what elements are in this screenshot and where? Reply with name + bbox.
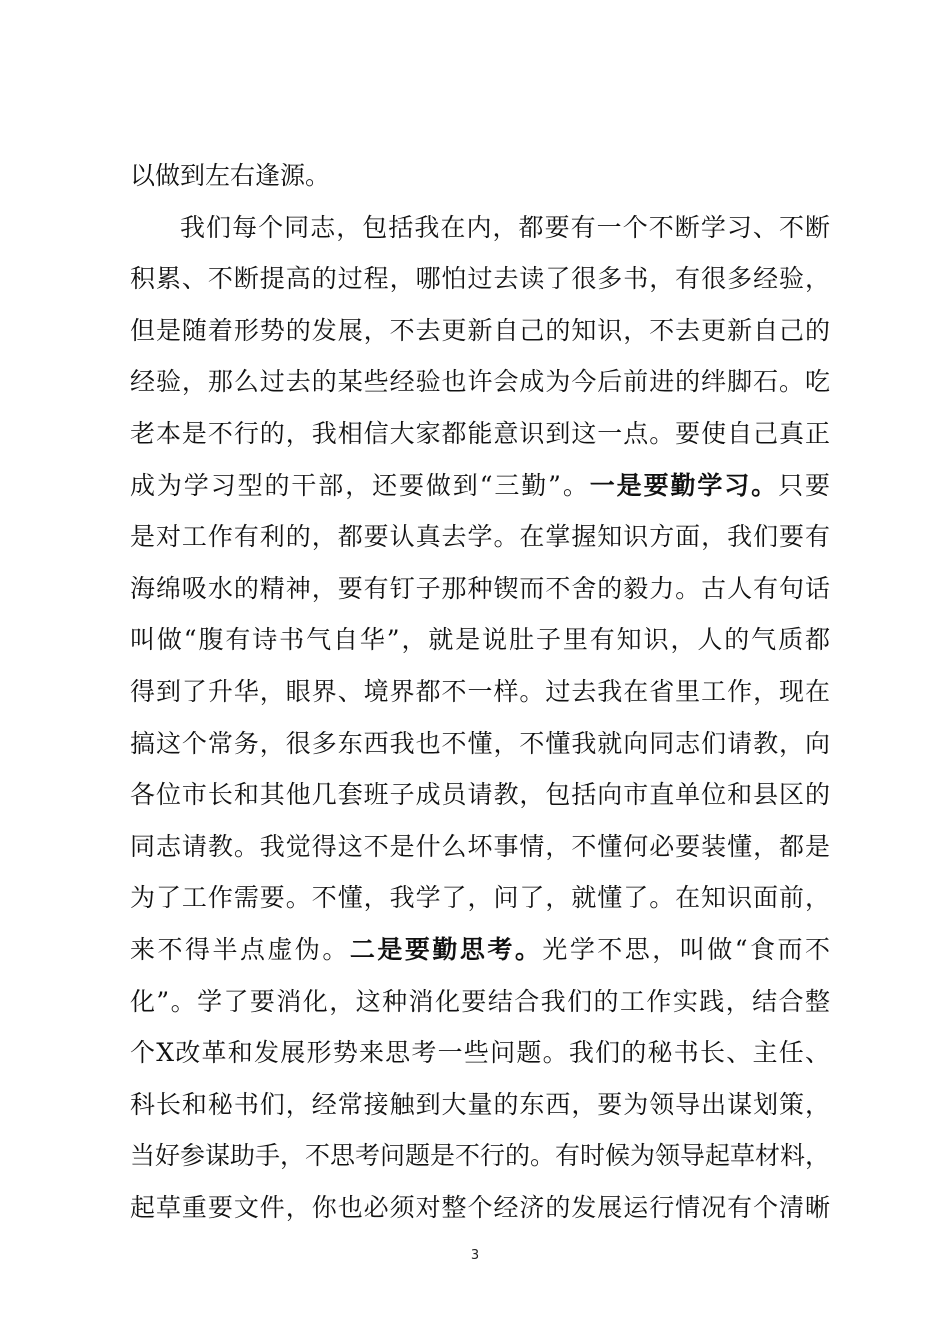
text-line: 为了工作需要。不懂，我学了，问了，就懂了。在知识面前， bbox=[130, 883, 830, 913]
text-line: 老本是不行的，我相信大家都能意识到这一点。要使自己真正 bbox=[130, 418, 830, 448]
text-line: 以做到左右逢源。 bbox=[130, 161, 331, 190]
text-line: 科长和秘书们，经常接触到大量的东西，要为领导出谋划策， bbox=[130, 1089, 830, 1119]
page-number: 3 bbox=[470, 1248, 480, 1263]
body-text bbox=[130, 150, 830, 1233]
text-line: 海绵吸水的精神，要有钉子那种锲而不舍的毅力。古人有句话 bbox=[130, 573, 830, 603]
bold-heading-1: 一是要勤学习。 bbox=[589, 470, 779, 500]
text-line: 搞这个常务，很多东西我也不懂，不懂我就向同志们请教，向 bbox=[130, 728, 830, 758]
text-line: 得到了升华，眼界、境界都不一样。过去我在省里工作，现在 bbox=[130, 676, 830, 706]
text-line: 是对工作有利的，都要认真去学。在掌握知识方面，我们要有 bbox=[130, 522, 830, 552]
text-line: 积累、不断提高的过程，哪怕过去读了很多书，有很多经验， bbox=[130, 264, 830, 294]
text-line: 当好参谋助手，不思考问题是不行的。有时候为领导起草材料， bbox=[130, 1141, 831, 1171]
text-line: 同志请教。我觉得这不是什么坏事情，不懂何必要装懂，都是 bbox=[130, 831, 830, 861]
paragraph-first-line: 我们每个同志，包括我在内，都要有一个不断学习、不断 bbox=[180, 212, 830, 242]
text-line: 来不得半点虚伪。二是要勤思考。光学不思，叫做“食而不 bbox=[130, 934, 830, 964]
text-line: 各位市长和其他几套班子成员请教，包括向市直单位和县区的 bbox=[130, 780, 830, 810]
text-line: 个X改革和发展形势来思考一些问题。我们的秘书长、主任、 bbox=[130, 1038, 830, 1068]
text-line: 经验，那么过去的某些经验也许会成为今后前进的绊脚石。吃 bbox=[130, 367, 830, 397]
text-line: 化”。学了要消化，这种消化要结合我们的工作实践，结合整 bbox=[130, 986, 830, 1016]
text-line: 成为学习型的干部，还要做到“三勤”。一是要勤学习。只要 bbox=[130, 470, 830, 500]
text-line: 叫做“腹有诗书气自华”，就是说肚子里有知识，人的气质都 bbox=[130, 625, 830, 655]
bold-heading-2: 二是要勤思考。 bbox=[349, 934, 543, 964]
text-line: 起草重要文件，你也必须对整个经济的发展运行情况有个清晰 bbox=[130, 1192, 830, 1222]
text-line: 但是随着形势的发展，不去更新自己的知识，不去更新自己的 bbox=[130, 315, 830, 345]
